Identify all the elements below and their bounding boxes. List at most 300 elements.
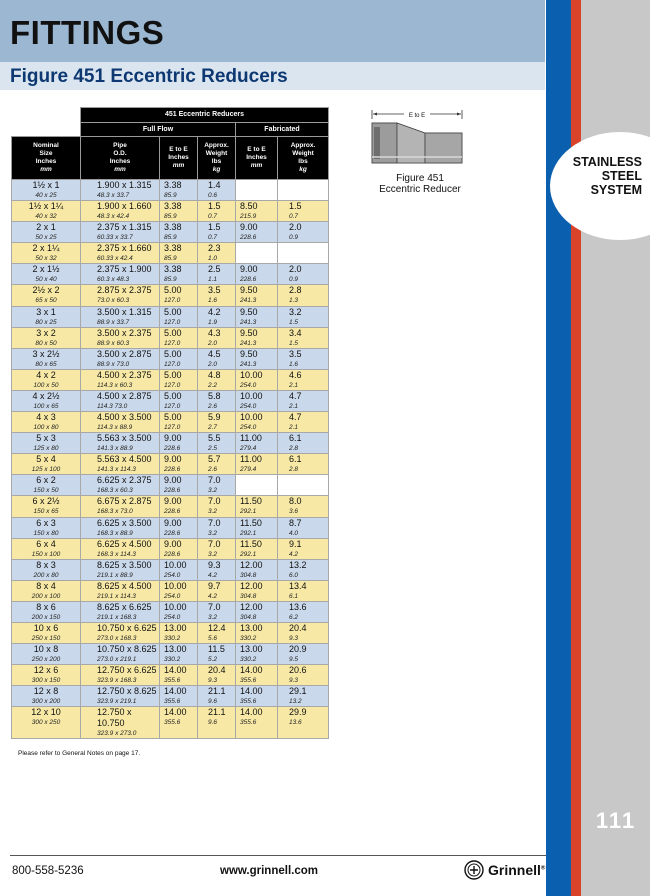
column-header-line: Inches <box>168 154 189 161</box>
cell-weight-inch-value: 4.3 <box>208 327 221 338</box>
general-notes-reference: Please refer to General Notes on page 17. <box>18 750 141 757</box>
cell-fab-e-to-e-metric-value: 279.4 <box>240 466 257 474</box>
column-header-e-to-e <box>160 137 198 180</box>
cell-fab-e-to-e <box>236 580 278 601</box>
cell-weight <box>198 285 236 306</box>
cell-weight <box>198 306 236 327</box>
cell-weight <box>198 496 236 517</box>
cell-nominal-size <box>12 538 81 559</box>
cell-fab-e-to-e-metric-value: 355.6 <box>240 698 257 706</box>
column-header-fab-weight <box>278 137 329 180</box>
cell-weight-metric-value: 3.2 <box>208 487 218 495</box>
cell-fab-weight-inch-value: 4.7 <box>289 390 302 401</box>
cell-fab-weight <box>278 707 329 739</box>
cell-fab-e-to-e <box>236 264 278 285</box>
cell-e-to-e-metric-value: 85.9 <box>164 213 177 221</box>
cell-e-to-e-metric-value: 127.0 <box>164 424 181 432</box>
cell-fab-e-to-e <box>236 496 278 517</box>
cell-weight-inch-value: 7.0 <box>208 538 221 549</box>
cell-pipe-od-metric-value: 219.1 x 114.3 <box>97 592 136 600</box>
cell-weight-metric-value: 1.1 <box>208 276 218 284</box>
cell-fab-weight-inch-value: 3.4 <box>289 327 302 338</box>
cell-pipe-od-inch-value: 2.875 x 2.375 <box>97 285 152 296</box>
cell-e-to-e-metric-value: 228.6 <box>164 529 181 537</box>
cell-fab-e-to-e-inch-value: 8.50 <box>240 201 258 212</box>
reducer-figure <box>362 107 474 167</box>
page-subtitle: Figure 451 Eccentric Reducers <box>10 66 288 87</box>
cell-fab-weight-metric-value: 4.2 <box>289 550 299 558</box>
cell-fab-e-to-e-inch-value: 9.50 <box>240 327 258 338</box>
cell-pipe-od-inch-value: 3.500 x 2.375 <box>97 327 152 338</box>
cell-pipe-od <box>81 222 160 243</box>
section-label <box>556 155 642 197</box>
cell-fab-e-to-e-inch-value: 11.50 <box>240 538 262 549</box>
column-header-nominal-size <box>12 137 81 180</box>
cell-nominal-size <box>12 580 81 601</box>
cell-fab-weight-metric-value: 13.6 <box>289 719 302 727</box>
cell-e-to-e-inch-value: 13.00 <box>164 644 187 655</box>
cell-fab-weight <box>278 601 329 622</box>
cell-e-to-e <box>160 538 198 559</box>
cell-fab-weight <box>278 538 329 559</box>
cell-weight-metric-value: 2.0 <box>208 360 218 368</box>
cell-weight-metric-value: 0.6 <box>208 192 218 199</box>
cell-fab-weight-inch-value: 2.8 <box>289 285 302 296</box>
cell-pipe-od-metric-value: 60.33 x 42.4 <box>97 255 133 263</box>
column-header-line: Weight <box>292 150 314 157</box>
cell-fab-weight <box>278 243 329 264</box>
cell-fab-weight-metric-value: 13.2 <box>289 698 302 706</box>
cell-fab-weight-inch-value: 13.4 <box>289 580 307 591</box>
cell-pipe-od <box>81 601 160 622</box>
cell-fab-weight-inch-value: 1.5 <box>289 201 302 212</box>
cell-e-to-e-metric-value: 228.6 <box>164 466 181 474</box>
cell-nominal-size <box>12 622 81 643</box>
cell-pipe-od-inch-value: 2.375 x 1.900 <box>97 264 152 275</box>
cell-weight-metric-value: 3.2 <box>208 529 218 537</box>
column-header-unit: mm <box>172 162 185 169</box>
column-header-pipe-od <box>81 137 160 180</box>
cell-nominal-size-metric-value: 100 x 80 <box>33 424 59 432</box>
figure-caption-line: Eccentric Reducer <box>379 184 461 195</box>
cell-weight-inch-value: 12.4 <box>208 622 226 633</box>
cell-pipe-od-metric-value: 48.3 x 33.7 <box>97 192 130 199</box>
cell-pipe-od-metric-value: 219.1 x 168.3 <box>97 613 137 621</box>
cell-nominal-size-metric-value: 300 x 200 <box>31 698 61 706</box>
cell-pipe-od-inch-value: 10.750 x 8.625 <box>97 644 157 655</box>
cell-pipe-od-inch-value: 8.625 x 6.625 <box>97 601 152 612</box>
cell-fab-weight-inch-value: 4.6 <box>289 369 302 380</box>
table-row <box>12 686 329 707</box>
cell-pipe-od-inch-value: 6.625 x 4.500 <box>97 538 152 549</box>
cell-fab-weight-inch-value: 20.6 <box>289 665 307 676</box>
cell-fab-e-to-e <box>236 201 278 222</box>
cell-fab-weight-inch-value: 13.6 <box>289 601 307 612</box>
cell-fab-e-to-e <box>236 306 278 327</box>
cell-e-to-e-metric-value: 85.9 <box>164 255 177 263</box>
cell-weight-metric-value: 1.0 <box>208 255 218 263</box>
cell-fab-e-to-e <box>236 601 278 622</box>
table-row <box>12 285 329 306</box>
cell-e-to-e-inch-value: 9.00 <box>164 433 182 444</box>
cell-fab-weight-inch-value: 2.0 <box>289 222 302 233</box>
cell-nominal-size <box>12 348 81 369</box>
cell-pipe-od-metric-value: 60.33 x 33.7 <box>97 234 133 242</box>
cell-weight-inch-value: 21.1 <box>208 707 226 718</box>
cell-pipe-od-metric-value: 114.3 x 88.9 <box>97 424 133 432</box>
cell-fab-e-to-e-metric-value: 254.0 <box>240 402 257 410</box>
cell-nominal-size-inch-value: 4 x 2½ <box>32 390 60 401</box>
table-title: 451 Eccentric Reducers <box>81 108 329 123</box>
cell-fab-weight <box>278 665 329 686</box>
cell-fab-weight-metric-value: 2.8 <box>289 445 299 453</box>
cell-weight-inch-value: 1.5 <box>208 201 221 212</box>
cell-nominal-size-metric-value: 150 x 80 <box>33 529 59 537</box>
cell-nominal-size-metric-value: 150 x 65 <box>33 508 59 516</box>
cell-weight <box>198 475 236 496</box>
cell-e-to-e-metric-value: 330.2 <box>164 634 181 642</box>
cell-fab-weight-inch-value: 6.1 <box>289 433 302 444</box>
cell-fab-e-to-e <box>236 686 278 707</box>
table-row <box>12 433 329 454</box>
table-header-blank <box>12 108 81 123</box>
cell-nominal-size-inch-value: 8 x 3 <box>36 559 56 570</box>
cell-pipe-od-metric-value: 60.3 x 48.3 <box>97 276 130 284</box>
group-full-flow: Full Flow <box>81 123 236 137</box>
cell-pipe-od <box>81 180 160 201</box>
cell-nominal-size-inch-value: 2 x 1 <box>36 222 56 233</box>
cell-nominal-size <box>12 707 81 739</box>
cell-fab-e-to-e <box>236 412 278 433</box>
cell-weight-inch-value: 5.7 <box>208 454 221 465</box>
cell-fab-weight-metric-value: 9.3 <box>289 677 299 685</box>
cell-weight <box>198 644 236 665</box>
cell-nominal-size <box>12 327 81 348</box>
cell-pipe-od <box>81 327 160 348</box>
cell-nominal-size <box>12 412 81 433</box>
cell-weight <box>198 369 236 390</box>
cell-pipe-od-metric-value: 73.0 x 60.3 <box>97 297 130 305</box>
cell-weight-inch-value: 21.1 <box>208 686 226 697</box>
cell-fab-e-to-e-inch-value: 12.00 <box>240 580 263 591</box>
cell-weight-inch-value: 3.5 <box>208 285 221 296</box>
column-header-line: Inches <box>109 158 131 165</box>
cell-weight-metric-value: 9.6 <box>208 719 218 727</box>
table-row <box>12 496 329 517</box>
cell-fab-weight <box>278 348 329 369</box>
cell-e-to-e <box>160 601 198 622</box>
cell-weight-metric-value: 2.0 <box>208 339 218 347</box>
footer-website-link[interactable]: www.grinnell.com <box>220 865 318 877</box>
cell-weight <box>198 622 236 643</box>
cell-fab-weight <box>278 180 329 201</box>
cell-e-to-e <box>160 222 198 243</box>
table-row <box>12 327 329 348</box>
cell-pipe-od-inch-value: 12.750 x 6.625 <box>97 665 157 676</box>
cell-nominal-size-inch-value: 2 x 1¼ <box>32 243 60 254</box>
cell-e-to-e-inch-value: 3.38 <box>164 222 182 233</box>
cell-nominal-size-inch-value: 6 x 2 <box>36 475 56 486</box>
cell-fab-weight <box>278 433 329 454</box>
cell-e-to-e-inch-value: 5.00 <box>164 306 182 317</box>
cell-pipe-od <box>81 686 160 707</box>
cell-e-to-e-inch-value: 13.00 <box>164 622 187 633</box>
cell-pipe-od <box>81 475 160 496</box>
cell-fab-weight <box>278 327 329 348</box>
cell-e-to-e <box>160 707 198 739</box>
cell-nominal-size <box>12 475 81 496</box>
cell-fab-e-to-e-inch-value: 14.00 <box>240 686 263 697</box>
cell-e-to-e <box>160 496 198 517</box>
cell-nominal-size-metric-value: 150 x 100 <box>31 550 61 558</box>
cell-e-to-e <box>160 686 198 707</box>
cell-fab-e-to-e-inch-value: 13.00 <box>240 644 263 655</box>
cell-nominal-size-metric-value: 40 x 32 <box>35 213 57 221</box>
cell-weight-metric-value: 2.7 <box>208 424 218 432</box>
column-header-unit: kg <box>299 166 307 173</box>
cell-fab-weight <box>278 580 329 601</box>
cell-fab-e-to-e-metric-value: 254.0 <box>240 381 257 389</box>
cell-fab-weight-metric-value: 4.0 <box>289 529 299 537</box>
cell-nominal-size-metric-value: 300 x 250 <box>31 719 61 727</box>
cell-nominal-size-inch-value: 8 x 4 <box>36 580 56 591</box>
cell-nominal-size-metric-value: 65 x 50 <box>35 297 57 305</box>
cell-nominal-size-metric-value: 250 x 200 <box>31 656 61 664</box>
table-row <box>12 306 329 327</box>
cell-e-to-e-metric-value: 127.0 <box>164 360 181 368</box>
cell-e-to-e-metric-value: 127.0 <box>164 402 181 410</box>
section-label-line: STEEL <box>601 169 642 183</box>
cell-fab-e-to-e-metric-value: 304.8 <box>240 592 257 600</box>
cell-nominal-size-metric-value: 80 x 50 <box>35 339 57 347</box>
cell-fab-weight-inch-value: 3.2 <box>289 306 302 317</box>
column-header-unit: kg <box>212 166 221 173</box>
cell-fab-e-to-e <box>236 707 278 739</box>
cell-weight-inch-value: 20.4 <box>208 665 226 676</box>
cell-nominal-size-metric-value: 200 x 150 <box>31 613 61 621</box>
cell-fab-weight-inch-value: 4.7 <box>289 412 302 423</box>
dimension-label: E to E <box>408 113 426 119</box>
cell-e-to-e-inch-value: 3.38 <box>164 180 182 190</box>
cell-fab-e-to-e <box>236 644 278 665</box>
cell-nominal-size <box>12 433 81 454</box>
cell-weight-inch-value: 7.0 <box>208 496 221 507</box>
cell-fab-e-to-e <box>236 622 278 643</box>
cell-e-to-e-inch-value: 5.00 <box>164 412 182 423</box>
cell-weight-inch-value: 5.9 <box>208 412 221 423</box>
column-header-line: Approx. <box>290 142 316 149</box>
cell-pipe-od-metric-value: 323.9 x 219.1 <box>97 698 137 706</box>
cell-nominal-size-inch-value: 2 x 1½ <box>32 264 60 275</box>
table-row <box>12 665 329 686</box>
column-header-line: lbs <box>211 158 222 165</box>
cell-fab-e-to-e-metric-value: 304.8 <box>240 613 257 621</box>
cell-fab-e-to-e-metric-value: 304.8 <box>240 571 257 579</box>
cell-fab-e-to-e <box>236 180 278 201</box>
cell-weight <box>198 707 236 739</box>
table-row <box>12 707 329 739</box>
cell-e-to-e-inch-value: 9.00 <box>164 517 182 528</box>
cell-fab-weight-metric-value: 1.3 <box>289 297 299 305</box>
cell-nominal-size <box>12 601 81 622</box>
cell-fab-weight <box>278 306 329 327</box>
cell-fab-e-to-e-inch-value: 14.00 <box>240 665 263 676</box>
cell-fab-e-to-e-metric-value: 355.6 <box>240 719 257 727</box>
cell-nominal-size-inch-value: 8 x 6 <box>36 601 56 612</box>
cell-nominal-size <box>12 243 81 264</box>
cell-pipe-od-inch-value: 1.900 x 1.315 <box>97 180 152 190</box>
cell-nominal-size-metric-value: 40 x 25 <box>35 192 57 199</box>
cell-fab-e-to-e-metric-value: 330.2 <box>240 634 257 642</box>
cell-fab-e-to-e-inch-value: 11.50 <box>240 517 262 528</box>
table-body <box>12 180 329 739</box>
cell-weight <box>198 559 236 580</box>
cell-fab-weight-metric-value: 6.1 <box>289 592 299 600</box>
cell-fab-weight-metric-value: 2.1 <box>289 402 299 410</box>
cell-weight-inch-value: 7.0 <box>208 475 221 486</box>
cell-weight-metric-value: 4.2 <box>208 592 218 600</box>
cell-fab-weight-inch-value: 29.1 <box>289 686 307 697</box>
cell-weight-inch-value: 5.5 <box>208 433 221 444</box>
cell-pipe-od <box>81 496 160 517</box>
footer-phone: 800-558-5236 <box>12 865 84 877</box>
cell-fab-e-to-e-metric-value: 215.9 <box>240 213 257 221</box>
cell-pipe-od <box>81 433 160 454</box>
cell-nominal-size-metric-value: 100 x 65 <box>33 402 59 410</box>
cell-weight <box>198 601 236 622</box>
cell-nominal-size <box>12 454 81 475</box>
table-row <box>12 601 329 622</box>
cell-fab-e-to-e-inch-value: 10.00 <box>240 412 263 423</box>
cell-e-to-e <box>160 180 198 201</box>
cell-fab-weight-inch-value: 20.9 <box>289 644 307 655</box>
column-header-line: Approx. <box>204 142 229 149</box>
cell-e-to-e <box>160 412 198 433</box>
cell-pipe-od-inch-value: 10.750 x 6.625 <box>97 622 157 633</box>
cell-fab-weight-inch-value: 2.0 <box>289 264 302 275</box>
cell-fab-weight <box>278 369 329 390</box>
cell-weight-metric-value: 1.6 <box>208 297 218 305</box>
cell-fab-e-to-e <box>236 454 278 475</box>
column-header-line: Nominal <box>33 142 59 149</box>
cell-nominal-size-inch-value: 4 x 2 <box>36 369 56 380</box>
cell-pipe-od <box>81 390 160 411</box>
cell-fab-weight-inch-value: 29.9 <box>289 707 307 718</box>
cell-fab-weight-metric-value: 1.5 <box>289 339 299 347</box>
cell-weight-inch-value: 9.7 <box>208 580 221 591</box>
cell-nominal-size-metric-value: 200 x 80 <box>33 571 59 579</box>
cell-fab-e-to-e <box>236 517 278 538</box>
table-row <box>12 348 329 369</box>
cell-fab-weight <box>278 201 329 222</box>
cell-nominal-size-metric-value: 80 x 25 <box>35 318 57 326</box>
figure-caption <box>370 173 470 195</box>
cell-pipe-od-metric-value: 114.3 x 60.3 <box>97 381 133 389</box>
cell-pipe-od-inch-value: 5.563 x 4.500 <box>97 454 152 465</box>
cell-fab-weight-inch-value: 8.7 <box>289 517 302 528</box>
cell-fab-e-to-e-metric-value: 279.4 <box>240 445 257 453</box>
cell-e-to-e-inch-value: 9.00 <box>164 475 182 486</box>
cell-pipe-od-inch-value: 8.625 x 3.500 <box>97 559 152 570</box>
page-number: 111 <box>595 808 637 833</box>
cell-nominal-size-inch-value: 12 x 6 <box>33 665 59 676</box>
cell-e-to-e-metric-value: 85.9 <box>164 192 177 199</box>
cell-weight-metric-value: 3.2 <box>208 550 218 558</box>
cell-e-to-e-metric-value: 355.6 <box>164 719 181 727</box>
cell-fab-e-to-e-metric-value: 241.3 <box>240 318 257 326</box>
cell-e-to-e-inch-value: 14.00 <box>164 665 187 676</box>
cell-pipe-od-inch-value: 4.500 x 3.500 <box>97 412 152 423</box>
cell-pipe-od <box>81 306 160 327</box>
cell-nominal-size-inch-value: 3 x 2½ <box>32 348 60 359</box>
cell-pipe-od <box>81 622 160 643</box>
cell-pipe-od-inch-value: 3.500 x 2.875 <box>97 348 152 359</box>
column-header-line: E to E <box>247 146 266 153</box>
cell-fab-e-to-e-metric-value: 228.6 <box>240 234 257 242</box>
cell-e-to-e <box>160 559 198 580</box>
cell-fab-e-to-e-inch-value: 11.00 <box>240 454 262 465</box>
cell-fab-e-to-e-metric-value: 330.2 <box>240 656 257 664</box>
cell-fab-weight-inch-value: 6.1 <box>289 454 302 465</box>
cell-e-to-e <box>160 201 198 222</box>
cell-e-to-e-metric-value: 228.6 <box>164 445 181 453</box>
cell-e-to-e <box>160 622 198 643</box>
cell-e-to-e-inch-value: 3.38 <box>164 264 182 275</box>
cell-e-to-e-inch-value: 10.00 <box>164 559 187 570</box>
cell-weight <box>198 412 236 433</box>
cell-pipe-od-metric-value: 88.9 x 73.0 <box>97 360 130 368</box>
cell-weight <box>198 243 236 264</box>
cell-weight-inch-value: 5.8 <box>208 390 221 401</box>
cell-pipe-od <box>81 264 160 285</box>
cell-fab-weight-metric-value: 0.7 <box>289 213 299 221</box>
cell-fab-weight-metric-value: 2.8 <box>289 466 299 474</box>
column-header-unit: mm <box>114 166 126 173</box>
cell-nominal-size <box>12 222 81 243</box>
table-row <box>12 264 329 285</box>
cell-nominal-size-inch-value: 6 x 4 <box>36 538 56 549</box>
cell-pipe-od-inch-value: 12.750 x 8.625 <box>97 686 157 697</box>
cell-e-to-e-metric-value: 228.6 <box>164 550 181 558</box>
cell-fab-e-to-e-metric-value: 292.1 <box>240 529 257 537</box>
cell-nominal-size-metric-value: 50 x 25 <box>35 234 57 242</box>
side-bar-red <box>571 0 581 896</box>
cell-nominal-size-inch-value: 10 x 8 <box>33 644 59 655</box>
cell-weight-metric-value: 3.2 <box>208 613 218 621</box>
cell-pipe-od-inch-value: 2.375 x 1.315 <box>97 222 152 233</box>
cell-nominal-size-inch-value: 12 x 10 <box>31 707 61 718</box>
cell-fab-e-to-e <box>236 390 278 411</box>
cell-weight <box>198 433 236 454</box>
cell-nominal-size-inch-value: 5 x 3 <box>36 433 56 444</box>
cell-nominal-size-inch-value: 4 x 3 <box>36 412 56 423</box>
cell-fab-weight <box>278 559 329 580</box>
cell-e-to-e-inch-value: 9.00 <box>164 454 182 465</box>
cell-pipe-od-metric-value: 48.3 x 42.4 <box>97 213 130 221</box>
cell-weight <box>198 665 236 686</box>
cell-fab-e-to-e <box>236 369 278 390</box>
cell-nominal-size-inch-value: 12 x 8 <box>33 686 59 697</box>
cell-fab-e-to-e <box>236 433 278 454</box>
cell-fab-e-to-e-inch-value: 12.00 <box>240 559 263 570</box>
column-header-line: O.D. <box>113 150 127 157</box>
cell-fab-e-to-e <box>236 222 278 243</box>
column-header-unit: mm <box>40 166 52 173</box>
cell-nominal-size <box>12 686 81 707</box>
cell-fab-e-to-e-inch-value: 9.50 <box>240 285 258 296</box>
figure-caption-line: Figure 451 <box>396 173 444 184</box>
cell-e-to-e-metric-value: 127.0 <box>164 318 181 326</box>
